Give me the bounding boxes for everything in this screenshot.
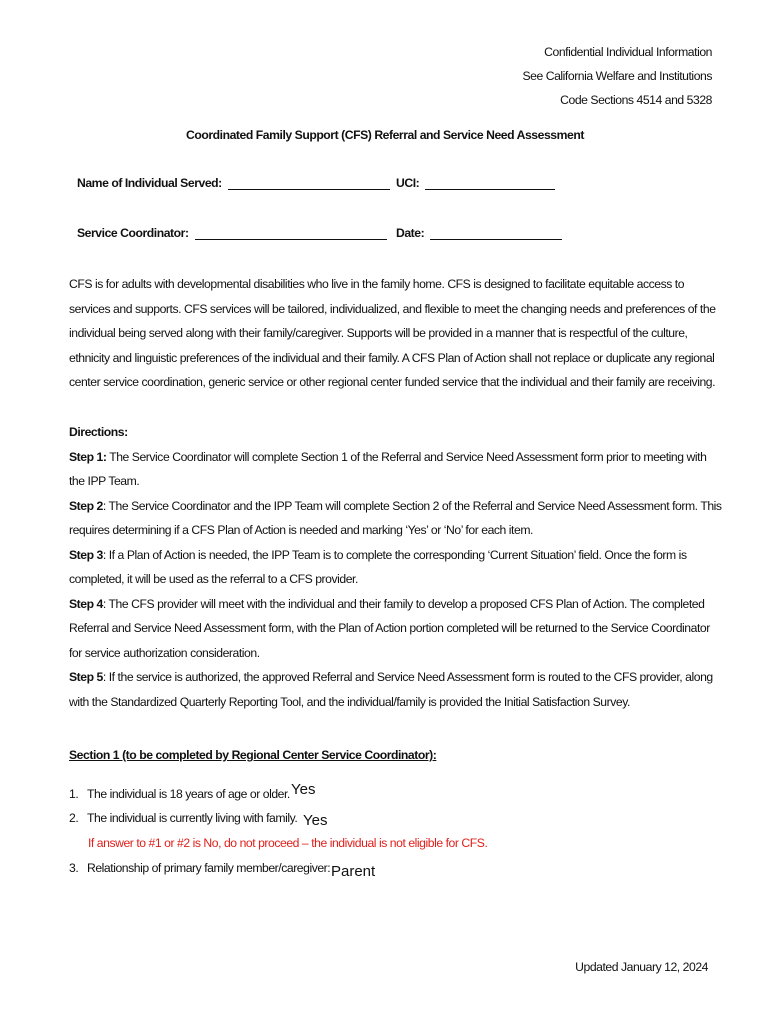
question-2-answer[interactable]: Yes [303, 812, 328, 829]
confidential-notice [522, 40, 712, 112]
step-label: Step 3 [69, 547, 103, 562]
step-1 [69, 445, 709, 470]
step-label: Step 4 [69, 596, 103, 611]
step-text: : The Service Coordinator and the IPP Team will complete Section 2 of the Referral and Service Need Assessment form. This [102, 498, 722, 513]
step-text: completed, it will be used as the referral to a CFS provider. [69, 572, 358, 586]
step-text: for service authorization consideration. [69, 645, 260, 660]
uci-input-line[interactable] [425, 175, 555, 190]
step-4 [69, 592, 709, 617]
question-1-answer[interactable]: Yes [291, 781, 316, 798]
question-3-answer[interactable]: Parent [331, 863, 376, 880]
step-5 [69, 665, 713, 690]
step-label: Step 1: [69, 449, 107, 464]
question-text: The individual is currently living with family. [87, 811, 298, 825]
step-label: Step 2 [69, 498, 103, 513]
question-text: The individual is 18 years of age or older. [87, 787, 290, 801]
step-text: The Service Coordinator will complete Section 1 of the Referral and Service Need Assessment form prior to meeting with [106, 449, 707, 464]
intro-paragraph [69, 272, 716, 395]
name-input-line[interactable] [228, 175, 390, 190]
updated-date: Updated January 12, 2024 [575, 960, 708, 974]
date-field [396, 225, 562, 240]
step-text: the IPP Team. [69, 474, 140, 488]
name-field [77, 175, 390, 190]
uci-label: UCI: [396, 176, 420, 190]
question-number: 1. [69, 787, 79, 801]
name-label: Name of Individual Served: [77, 176, 222, 190]
directions-heading: Directions: [69, 425, 128, 439]
intro-line: services and supports. CFS services will be tailored, individualized, and flexible to meet the changing needs and preferences of the [69, 301, 716, 316]
form-title: Coordinated Family Support (CFS) Referral and Service Need Assessment [186, 128, 584, 142]
step-text: with the Standardized Quarterly Reporting Tool, and the individual/family is provided the Initial Satisfaction Survey. [69, 694, 630, 709]
confidential-line: Confidential Individual Information [544, 45, 712, 59]
eligibility-warning: If answer to #1 or #2 is No, do not proceed – the individual is not eligible for CFS. [88, 836, 488, 850]
step-text: : If the service is authorized, the approved Referral and Service Need Assessment form is routed to the CFS provider, along [102, 670, 713, 684]
question-number: 2. [69, 811, 79, 825]
coordinator-field [77, 225, 387, 240]
step-text: Referral and Service Need Assessment form, with the Plan of Action portion completed will be returned to the Service Coordinator [69, 621, 710, 635]
step-text: : The CFS provider will meet with the individual and their family to develop a proposed CFS Plan of Action. The completed [102, 596, 705, 611]
intro-line: center service coordination, generic service or other regional center funded service that the individual and their family are receiving. [69, 375, 716, 389]
step-label: Step 5 [69, 670, 103, 684]
section-1-title: Section 1 (to be completed by Regional Center Service Coordinator): [69, 748, 437, 762]
question-3 [69, 861, 330, 875]
uci-field [396, 175, 555, 190]
intro-line: individual being served along with their family/caregiver. Supports will be provided in a manner that is respectful of the culture, [69, 326, 688, 340]
question-text: Relationship of primary family member/caregiver: [87, 861, 331, 875]
question-1 [69, 787, 290, 801]
coordinator-input-line[interactable] [195, 225, 387, 240]
confidential-line: See California Welfare and Institutions [522, 69, 712, 83]
directions [69, 420, 722, 714]
coordinator-label: Service Coordinator: [77, 226, 189, 240]
step-2 [69, 494, 722, 519]
step-3 [69, 543, 709, 568]
intro-line: ethnicity and linguistic preferences of the individual and their family. A CFS Plan of Action shall not replace or duplicate any regional [69, 350, 715, 365]
confidential-line: Code Sections 4514 and 5328 [560, 93, 712, 107]
date-label: Date: [396, 226, 425, 240]
intro-line: CFS is for adults with developmental disabilities who live in the family home. CFS is designed to facilitate equitable access to [69, 277, 685, 291]
step-text: : If a Plan of Action is needed, the IPP Team is to complete the corresponding ‘Current Situation’ field. Once the form is [102, 547, 687, 562]
step-text: requires determining if a CFS Plan of Action is needed and marking ‘Yes’ or ‘No’ for each item. [69, 523, 533, 537]
date-input-line[interactable] [430, 225, 562, 240]
question-2 [69, 811, 297, 825]
question-number: 3. [69, 861, 79, 875]
